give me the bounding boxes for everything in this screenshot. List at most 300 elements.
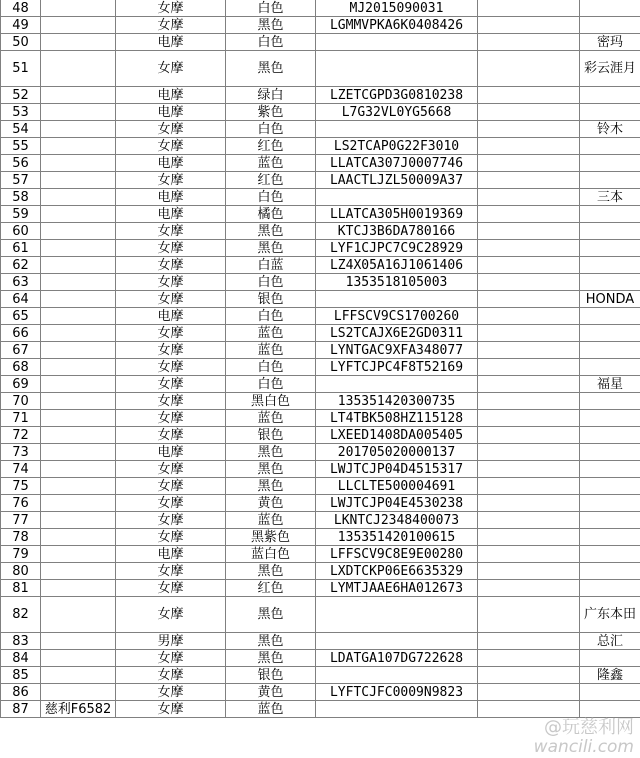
extra-cell: [478, 274, 580, 291]
table-row: [1, 495, 640, 512]
table-row: [1, 478, 640, 495]
row-number-cell: 81: [1, 580, 41, 597]
color-cell: 蓝色: [226, 155, 316, 172]
color-cell: 红色: [226, 172, 316, 189]
vin-cell: LYFTCJPC4F8T52169: [316, 359, 478, 376]
color-cell: 黄色: [226, 495, 316, 512]
color-cell: 蓝色: [226, 342, 316, 359]
vin-cell: [316, 34, 478, 51]
vehicle-type-cell: 女摩: [116, 393, 226, 410]
table-row: [1, 121, 640, 138]
extra-cell: [478, 684, 580, 701]
table-row: [1, 563, 640, 580]
row-number-cell: 49: [1, 17, 41, 34]
color-cell: 黑色: [226, 461, 316, 478]
name-cell: [41, 189, 116, 206]
vin-cell: LFFSCV9C8E9E00280: [316, 546, 478, 563]
extra-cell: [478, 223, 580, 240]
extra-cell: [478, 376, 580, 393]
brand-cell: 福星: [580, 376, 640, 393]
row-number-cell: 65: [1, 308, 41, 325]
name-cell: [41, 563, 116, 580]
brand-cell: 隆鑫: [580, 667, 640, 684]
table-row: [1, 529, 640, 546]
vehicle-type-cell: 女摩: [116, 17, 226, 34]
name-cell: [41, 308, 116, 325]
row-number-cell: 52: [1, 87, 41, 104]
table-row: [1, 87, 640, 104]
name-cell: [41, 257, 116, 274]
vehicle-type-cell: 电摩: [116, 189, 226, 206]
color-cell: 白蓝: [226, 257, 316, 274]
name-cell: [41, 172, 116, 189]
vin-cell: LWJTCJP04D4515317: [316, 461, 478, 478]
extra-cell: [478, 650, 580, 667]
vehicle-type-cell: 电摩: [116, 308, 226, 325]
table-row: [1, 274, 640, 291]
vehicle-type-cell: 女摩: [116, 240, 226, 257]
brand-cell: [580, 257, 640, 274]
color-cell: 黑色: [226, 240, 316, 257]
brand-cell: HONDA: [580, 291, 640, 308]
vehicle-type-cell: 女摩: [116, 291, 226, 308]
name-cell: [41, 138, 116, 155]
name-cell: [41, 410, 116, 427]
extra-cell: [478, 0, 580, 17]
extra-cell: [478, 495, 580, 512]
table-row: [1, 308, 640, 325]
brand-cell: [580, 223, 640, 240]
extra-cell: [478, 410, 580, 427]
vin-cell: [316, 291, 478, 308]
brand-cell: [580, 308, 640, 325]
color-cell: 蓝色: [226, 410, 316, 427]
row-number-cell: 76: [1, 495, 41, 512]
extra-cell: [478, 138, 580, 155]
brand-cell: [580, 104, 640, 121]
vin-cell: LT4TBK508HZ115128: [316, 410, 478, 427]
vehicle-type-cell: 女摩: [116, 512, 226, 529]
extra-cell: [478, 342, 580, 359]
row-number-cell: 86: [1, 684, 41, 701]
table-row: [1, 172, 640, 189]
row-number-cell: 54: [1, 121, 41, 138]
name-cell: [41, 393, 116, 410]
brand-cell: 密玛: [580, 34, 640, 51]
color-cell: 银色: [226, 427, 316, 444]
table-row: [1, 189, 640, 206]
color-cell: 白色: [226, 0, 316, 17]
row-number-cell: 57: [1, 172, 41, 189]
vin-cell: [316, 597, 478, 633]
vehicle-type-cell: 女摩: [116, 359, 226, 376]
table-row: [1, 393, 640, 410]
table-row: [1, 427, 640, 444]
color-cell: 黄色: [226, 684, 316, 701]
table-row: [1, 461, 640, 478]
vin-cell: LFFSCV9CS1700260: [316, 308, 478, 325]
extra-cell: [478, 667, 580, 684]
vin-cell: LLATCA305H0019369: [316, 206, 478, 223]
name-cell: [41, 478, 116, 495]
brand-cell: [580, 393, 640, 410]
brand-cell: [580, 563, 640, 580]
table-row: [1, 138, 640, 155]
extra-cell: [478, 633, 580, 650]
table-body: [1, 0, 640, 718]
table-row: [1, 104, 640, 121]
table-row: [1, 257, 640, 274]
vehicle-type-cell: 女摩: [116, 257, 226, 274]
name-cell: [41, 376, 116, 393]
vehicle-type-cell: 女摩: [116, 138, 226, 155]
vin-cell: LLCLTE500004691: [316, 478, 478, 495]
color-cell: 紫色: [226, 104, 316, 121]
name-cell: [41, 34, 116, 51]
color-cell: 白色: [226, 189, 316, 206]
vehicle-type-cell: 女摩: [116, 461, 226, 478]
name-cell: [41, 87, 116, 104]
color-cell: 黑色: [226, 444, 316, 461]
extra-cell: [478, 206, 580, 223]
row-number-cell: 61: [1, 240, 41, 257]
row-number-cell: 70: [1, 393, 41, 410]
table-row: [1, 597, 640, 633]
name-cell: [41, 633, 116, 650]
vehicle-type-cell: 女摩: [116, 684, 226, 701]
vehicle-type-cell: 男摩: [116, 633, 226, 650]
color-cell: 黑色: [226, 478, 316, 495]
row-number-cell: 87: [1, 701, 41, 718]
name-cell: [41, 104, 116, 121]
vehicle-type-cell: 电摩: [116, 444, 226, 461]
row-number-cell: 83: [1, 633, 41, 650]
color-cell: 白色: [226, 274, 316, 291]
extra-cell: [478, 308, 580, 325]
name-cell: [41, 223, 116, 240]
row-number-cell: 56: [1, 155, 41, 172]
vehicle-type-cell: 女摩: [116, 274, 226, 291]
name-cell: [41, 121, 116, 138]
brand-cell: [580, 155, 640, 172]
name-cell: [41, 51, 116, 87]
table-row: [1, 667, 640, 684]
color-cell: 银色: [226, 667, 316, 684]
vin-cell: LYNTGAC9XFA348077: [316, 342, 478, 359]
table-row: [1, 410, 640, 427]
vin-cell: MJ2015090031: [316, 0, 478, 17]
vehicle-type-cell: 女摩: [116, 563, 226, 580]
table-row: [1, 376, 640, 393]
vin-cell: LGMMVPKA6K0408426: [316, 17, 478, 34]
vin-cell: LZETCGPD3G0810238: [316, 87, 478, 104]
extra-cell: [478, 563, 580, 580]
vin-cell: 135351420100615: [316, 529, 478, 546]
vehicle-type-cell: 女摩: [116, 51, 226, 87]
name-cell: [41, 650, 116, 667]
vehicle-type-cell: 女摩: [116, 580, 226, 597]
name-cell: [41, 359, 116, 376]
brand-cell: 三本: [580, 189, 640, 206]
vin-cell: LKNTCJ2348400073: [316, 512, 478, 529]
extra-cell: [478, 155, 580, 172]
vehicle-type-cell: 女摩: [116, 529, 226, 546]
color-cell: 黑色: [226, 563, 316, 580]
table-row: [1, 0, 640, 17]
extra-cell: [478, 291, 580, 308]
vehicle-type-cell: 电摩: [116, 155, 226, 172]
row-number-cell: 60: [1, 223, 41, 240]
row-number-cell: 58: [1, 189, 41, 206]
extra-cell: [478, 529, 580, 546]
brand-cell: [580, 325, 640, 342]
extra-cell: [478, 87, 580, 104]
table-row: [1, 633, 640, 650]
vehicle-type-cell: 电摩: [116, 34, 226, 51]
name-cell: [41, 274, 116, 291]
extra-cell: [478, 427, 580, 444]
brand-cell: 彩云涯月: [580, 51, 640, 87]
row-number-cell: 68: [1, 359, 41, 376]
vehicle-type-cell: 女摩: [116, 325, 226, 342]
color-cell: 白色: [226, 34, 316, 51]
table-row: [1, 291, 640, 308]
color-cell: 红色: [226, 580, 316, 597]
color-cell: 白色: [226, 308, 316, 325]
vin-cell: L7G32VL0YG5668: [316, 104, 478, 121]
name-cell: [41, 495, 116, 512]
extra-cell: [478, 325, 580, 342]
row-number-cell: 63: [1, 274, 41, 291]
row-number-cell: 75: [1, 478, 41, 495]
vin-cell: LAACTLJZL50009A37: [316, 172, 478, 189]
brand-cell: [580, 444, 640, 461]
color-cell: 橘色: [226, 206, 316, 223]
name-cell: [41, 512, 116, 529]
extra-cell: [478, 240, 580, 257]
brand-cell: [580, 240, 640, 257]
brand-cell: 总汇: [580, 633, 640, 650]
row-number-cell: 48: [1, 0, 41, 17]
row-number-cell: 53: [1, 104, 41, 121]
vehicle-type-cell: 女摩: [116, 342, 226, 359]
extra-cell: [478, 478, 580, 495]
vehicle-type-cell: 女摩: [116, 172, 226, 189]
extra-cell: [478, 444, 580, 461]
row-number-cell: 51: [1, 51, 41, 87]
vin-cell: [316, 121, 478, 138]
extra-cell: [478, 393, 580, 410]
name-cell: [41, 291, 116, 308]
extra-cell: [478, 546, 580, 563]
row-number-cell: 67: [1, 342, 41, 359]
name-cell: [41, 155, 116, 172]
vin-cell: [316, 189, 478, 206]
table-row: [1, 546, 640, 563]
brand-cell: [580, 650, 640, 667]
row-number-cell: 85: [1, 667, 41, 684]
row-number-cell: 69: [1, 376, 41, 393]
vin-cell: LS2TCAP0G22F3010: [316, 138, 478, 155]
vehicle-type-cell: 女摩: [116, 667, 226, 684]
row-number-cell: 78: [1, 529, 41, 546]
name-cell: [41, 325, 116, 342]
color-cell: 黑白色: [226, 393, 316, 410]
color-cell: 红色: [226, 138, 316, 155]
name-cell: [41, 546, 116, 563]
brand-cell: [580, 427, 640, 444]
name-cell: [41, 342, 116, 359]
vin-cell: LXEED1408DA005405: [316, 427, 478, 444]
vin-cell: [316, 667, 478, 684]
extra-cell: [478, 580, 580, 597]
table-row: [1, 51, 640, 87]
brand-cell: [580, 342, 640, 359]
row-number-cell: 73: [1, 444, 41, 461]
extra-cell: [478, 121, 580, 138]
color-cell: 黑色: [226, 17, 316, 34]
color-cell: 黑色: [226, 597, 316, 633]
vehicle-type-cell: 女摩: [116, 478, 226, 495]
brand-cell: [580, 461, 640, 478]
extra-cell: [478, 51, 580, 87]
brand-cell: 铃木: [580, 121, 640, 138]
table-row: [1, 444, 640, 461]
vehicle-type-cell: 电摩: [116, 87, 226, 104]
name-cell: [41, 597, 116, 633]
vehicle-type-cell: 女摩: [116, 376, 226, 393]
color-cell: 蓝白色: [226, 546, 316, 563]
table-row: [1, 17, 640, 34]
brand-cell: [580, 410, 640, 427]
name-cell: [41, 444, 116, 461]
color-cell: 黑色: [226, 633, 316, 650]
vin-cell: [316, 633, 478, 650]
row-number-cell: 66: [1, 325, 41, 342]
name-cell: [41, 240, 116, 257]
table-row: [1, 650, 640, 667]
color-cell: 黑色: [226, 650, 316, 667]
table-row: [1, 580, 640, 597]
color-cell: 银色: [226, 291, 316, 308]
brand-cell: [580, 359, 640, 376]
vin-cell: [316, 376, 478, 393]
row-number-cell: 84: [1, 650, 41, 667]
watermark: [534, 718, 634, 756]
vin-cell: 201705020000137: [316, 444, 478, 461]
name-cell: [41, 427, 116, 444]
watermark-url: wancili.com: [533, 737, 634, 757]
vehicle-type-cell: 电摩: [116, 206, 226, 223]
brand-cell: [580, 546, 640, 563]
row-number-cell: 62: [1, 257, 41, 274]
row-number-cell: 55: [1, 138, 41, 155]
row-number-cell: 82: [1, 597, 41, 633]
vehicle-type-cell: 女摩: [116, 223, 226, 240]
table-row: [1, 155, 640, 172]
extra-cell: [478, 34, 580, 51]
row-number-cell: 74: [1, 461, 41, 478]
vehicle-type-cell: 女摩: [116, 701, 226, 718]
brand-cell: [580, 701, 640, 718]
table-row: [1, 240, 640, 257]
table-row: [1, 325, 640, 342]
extra-cell: [478, 17, 580, 34]
color-cell: 黑色: [226, 51, 316, 87]
color-cell: 绿白: [226, 87, 316, 104]
brand-cell: [580, 529, 640, 546]
row-number-cell: 80: [1, 563, 41, 580]
brand-cell: [580, 172, 640, 189]
brand-cell: [580, 684, 640, 701]
vehicle-type-cell: 女摩: [116, 410, 226, 427]
brand-cell: [580, 478, 640, 495]
row-number-cell: 50: [1, 34, 41, 51]
extra-cell: [478, 359, 580, 376]
color-cell: 蓝色: [226, 701, 316, 718]
vin-cell: LYFTCJFC0009N9823: [316, 684, 478, 701]
brand-cell: [580, 512, 640, 529]
extra-cell: [478, 104, 580, 121]
color-cell: 白色: [226, 376, 316, 393]
name-cell: [41, 0, 116, 17]
extra-cell: [478, 597, 580, 633]
brand-cell: [580, 206, 640, 223]
extra-cell: [478, 461, 580, 478]
brand-cell: [580, 580, 640, 597]
brand-cell: [580, 138, 640, 155]
name-cell: [41, 580, 116, 597]
vin-cell: LDATGA107DG722628: [316, 650, 478, 667]
name-cell: [41, 684, 116, 701]
name-cell: [41, 206, 116, 223]
vehicle-type-cell: 女摩: [116, 495, 226, 512]
vin-cell: LWJTCJP04E4530238: [316, 495, 478, 512]
vin-cell: LZ4X05A16J1061406: [316, 257, 478, 274]
brand-cell: [580, 495, 640, 512]
row-number-cell: 64: [1, 291, 41, 308]
name-cell: [41, 529, 116, 546]
vehicle-type-cell: 女摩: [116, 650, 226, 667]
vehicle-type-cell: 女摩: [116, 597, 226, 633]
vin-cell: [316, 51, 478, 87]
table-row: [1, 684, 640, 701]
table-row: [1, 342, 640, 359]
watermark-text: @玩慈利网: [544, 717, 634, 738]
vehicle-type-cell: 女摩: [116, 121, 226, 138]
vehicle-type-cell: 女摩: [116, 0, 226, 17]
color-cell: 蓝色: [226, 325, 316, 342]
brand-cell: [580, 0, 640, 17]
extra-cell: [478, 512, 580, 529]
color-cell: 白色: [226, 121, 316, 138]
brand-cell: [580, 274, 640, 291]
extra-cell: [478, 189, 580, 206]
vin-cell: LS2TCAJX6E2GD0311: [316, 325, 478, 342]
vin-cell: KTCJ3B6DA780166: [316, 223, 478, 240]
row-number-cell: 79: [1, 546, 41, 563]
brand-cell: [580, 87, 640, 104]
vehicle-type-cell: 电摩: [116, 104, 226, 121]
color-cell: 黑紫色: [226, 529, 316, 546]
name-cell: 慈利F6582: [41, 701, 116, 718]
brand-cell: [580, 17, 640, 34]
table-row: [1, 223, 640, 240]
vehicle-type-cell: 电摩: [116, 546, 226, 563]
vin-cell: 135351420300735: [316, 393, 478, 410]
brand-cell: 广东本田: [580, 597, 640, 633]
vin-cell: LXDTCKP06E6635329: [316, 563, 478, 580]
